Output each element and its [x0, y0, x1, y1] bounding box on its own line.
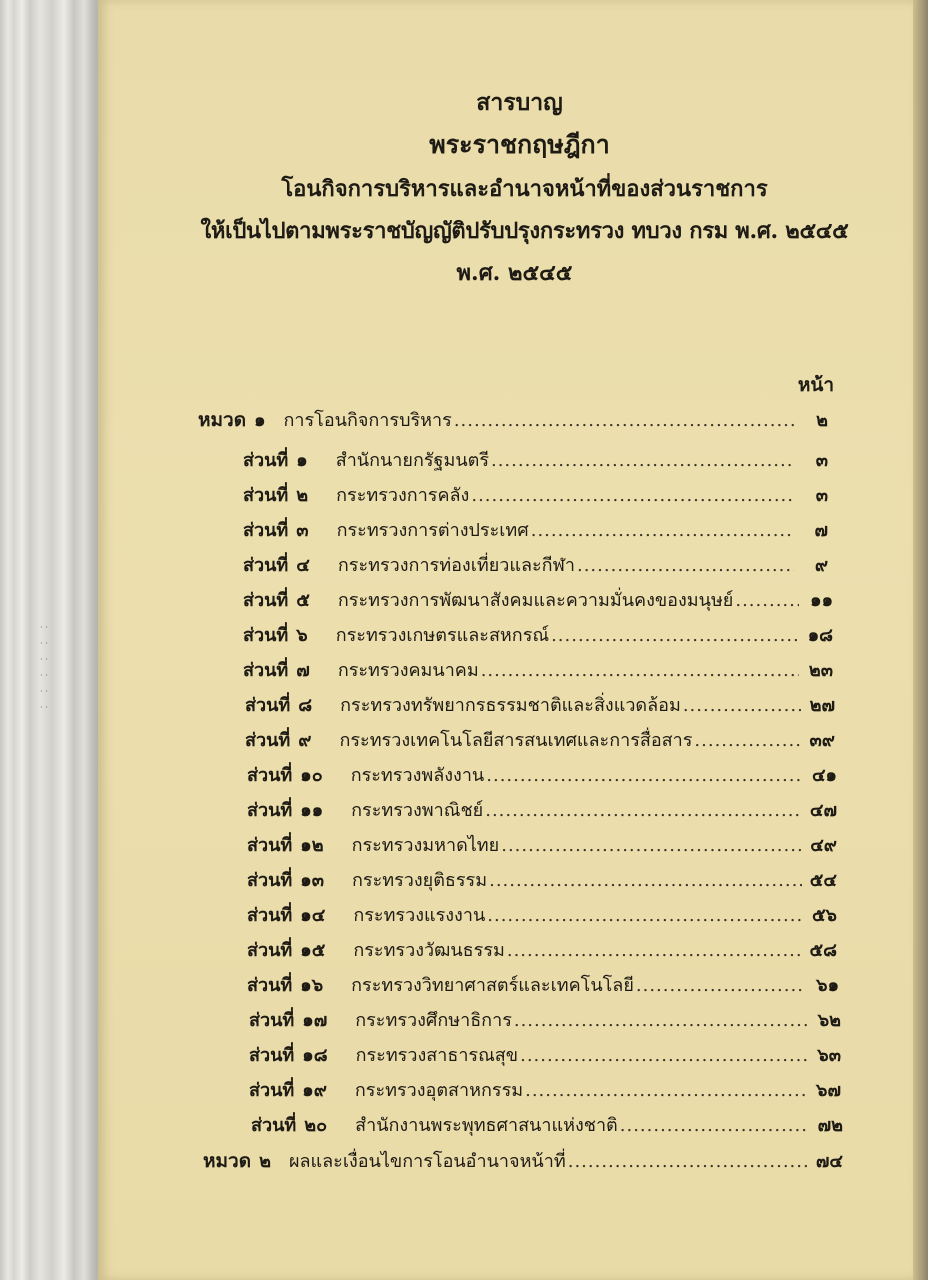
toc-section-row	[249, 1040, 841, 1070]
page-number: ๓	[815, 485, 828, 506]
leader-dots	[735, 590, 799, 611]
page-number: ๒๗	[809, 695, 835, 716]
section-label: ส่วนที่	[243, 555, 289, 576]
section-title: กระทรวงพลังงาน	[350, 765, 485, 786]
section-label: ส่วนที่	[243, 660, 289, 681]
section-number: ๓	[296, 520, 309, 541]
toc-section-row	[243, 550, 828, 580]
section-label: ส่วนที่	[251, 1115, 297, 1136]
page-number: ๖๗	[816, 1080, 841, 1101]
leader-dots	[501, 835, 802, 856]
section-title: สำนักงานพระพุทธศาสนาแห่งชาติ	[355, 1115, 618, 1136]
section-label: ส่วนที่	[243, 625, 289, 646]
page-number: ๗๔	[815, 1151, 843, 1172]
leader-dots	[531, 520, 794, 541]
leader-dots	[577, 555, 794, 576]
section-number: ๑๔	[300, 905, 326, 926]
leader-dots	[471, 485, 794, 506]
toc-section-row	[243, 585, 833, 615]
page-number: ๗	[814, 520, 828, 541]
toc-section-row	[249, 1075, 841, 1105]
section-number: ๑๒	[300, 835, 324, 856]
page-number: ๓๙	[809, 730, 835, 751]
toc-section-row	[243, 445, 828, 475]
toc-section-row	[243, 515, 828, 545]
page-number: ๖๑	[816, 975, 839, 996]
leader-dots	[514, 1010, 807, 1031]
page-number: ๙	[814, 555, 828, 576]
page-number: ๒๓	[808, 660, 833, 681]
page-number: ๕๖	[811, 905, 837, 926]
toc-section-row	[249, 1005, 841, 1035]
section-title: กระทรวงการท่องเที่ยวและกีฬา	[337, 555, 575, 576]
section-number: ๔	[296, 555, 310, 576]
toc-section-row	[245, 725, 835, 755]
leader-dots	[485, 800, 802, 821]
section-number: ๑๖	[300, 975, 324, 996]
leader-dots	[454, 410, 794, 431]
leader-dots	[568, 1151, 808, 1172]
section-label: ส่วนที่	[249, 1010, 295, 1031]
section-title: กระทรวงพาณิชย์	[351, 800, 484, 821]
section-title: สำนักนายกรัฐมนตรี	[335, 450, 489, 471]
section-title: กระทรวงแรงงาน	[353, 905, 486, 926]
page-number: ๔๑	[811, 765, 837, 786]
section-number: ๒	[296, 485, 309, 506]
page-heading: สารบาญ	[476, 89, 563, 116]
section-label: ส่วนที่	[247, 800, 293, 821]
section-number: ๒๐	[304, 1115, 328, 1136]
section-number: ๑๗	[302, 1010, 328, 1031]
section-title: กระทรวงวิทยาศาสตร์และเทคโนโลยี	[351, 975, 634, 996]
section-label: ส่วนที่	[245, 730, 291, 751]
section-title: กระทรวงการคลัง	[336, 485, 470, 506]
chapter-label: หมวด	[198, 409, 247, 431]
edge-marks: · · · · · · · · · · · ·	[40, 623, 48, 712]
section-number: ๑๘	[302, 1045, 328, 1066]
leader-dots	[507, 940, 802, 961]
page-number: ๔๙	[810, 835, 837, 856]
page-number: ๑๑	[810, 590, 833, 611]
section-title: กระทรวงอุตสาหกรรม	[354, 1080, 524, 1101]
toc-section-row	[243, 655, 833, 685]
section-label: ส่วนที่	[245, 695, 291, 716]
section-title: กระทรวงคมนาคม	[337, 660, 479, 681]
toc-section-row	[247, 795, 837, 825]
section-number: ๘	[298, 695, 313, 716]
toc-chapter-1	[198, 405, 828, 435]
chapter-label: หมวด	[203, 1150, 252, 1172]
section-label: ส่วนที่	[247, 870, 293, 891]
leader-dots	[520, 1045, 807, 1066]
toc-section-row	[247, 865, 837, 895]
section-label: ส่วนที่	[249, 1045, 295, 1066]
page-column-label: หน้า	[797, 374, 834, 396]
section-title: กระทรวงสาธารณสุข	[355, 1045, 519, 1066]
page-number: ๒	[816, 410, 828, 431]
section-title: กระทรวงเทคโนโลยีสารสนเทศและการสื่อสาร	[339, 730, 693, 751]
section-number: ๑๐	[300, 765, 323, 786]
page-number: ๕๘	[809, 940, 837, 961]
subject-line-1: โอนกิจการบริหารและอำนาจหน้าที่ของส่วนราชการ	[281, 176, 768, 202]
section-label: ส่วนที่	[243, 590, 289, 611]
page-number: ๖๓	[817, 1045, 841, 1066]
page-number: ๑๘	[807, 625, 833, 646]
section-label: ส่วนที่	[247, 975, 293, 996]
section-title: กระทรวงวัฒนธรรม	[353, 940, 505, 961]
section-number: ๖	[296, 625, 308, 646]
section-label: ส่วนที่	[247, 940, 293, 961]
section-title: กระทรวงยุติธรรม	[352, 870, 488, 891]
toc-section-row	[243, 480, 828, 510]
decree-type: พระราชกฤษฎีกา	[429, 130, 610, 159]
toc-section-row	[247, 970, 839, 1000]
section-number: ๑	[296, 450, 308, 471]
page-number: ๓	[815, 450, 828, 471]
leader-dots	[636, 975, 805, 996]
chapter-title: การโอนกิจการบริหาร	[283, 410, 452, 431]
section-title: กระทรวงมหาดไทย	[351, 835, 500, 856]
section-title: กระทรวงทรัพยากรธรรมชาติและสิ่งแวดล้อม	[340, 695, 681, 716]
leader-dots	[683, 695, 801, 716]
chapter-title: ผลและเงื่อนไขการโอนอำนาจหน้าที่	[288, 1151, 566, 1172]
page-number: ๗๒	[817, 1115, 843, 1136]
leader-dots	[551, 625, 799, 646]
section-number: ๑๙	[302, 1080, 327, 1101]
section-number: ๙	[298, 730, 312, 751]
page-number: ๕๔	[809, 870, 837, 891]
leader-dots	[487, 905, 803, 926]
toc-section-row	[247, 935, 837, 965]
subject-line-2: ให้เป็นไปตามพระราชบัญญัติปรับปรุงกระทรวง ทบวง กรม พ.ศ. ๒๕๔๕	[200, 218, 849, 244]
section-number: ๑๓	[300, 870, 324, 891]
section-label: ส่วนที่	[243, 485, 289, 506]
section-number: ๑๑	[300, 800, 324, 821]
leader-dots	[486, 765, 803, 786]
section-number: ๑๕	[300, 940, 326, 961]
section-label: ส่วนที่	[247, 835, 293, 856]
section-title: กระทรวงการพัฒนาสังคมและความมั่นคงของมนุษย์	[337, 590, 734, 611]
toc-section-row	[245, 690, 835, 720]
section-number: ๕	[296, 590, 310, 611]
section-label: ส่วนที่	[247, 765, 293, 786]
page-number: ๔๗	[809, 800, 837, 821]
section-title: กระทรวงการต่างประเทศ	[336, 520, 529, 541]
section-label: ส่วนที่	[243, 520, 289, 541]
toc-chapter-2	[203, 1146, 843, 1176]
leader-dots	[694, 730, 801, 751]
chapter-number: ๑	[254, 410, 266, 431]
page-number: ๖๒	[817, 1010, 841, 1031]
toc-section-row	[247, 760, 837, 790]
section-label: ส่วนที่	[247, 905, 293, 926]
leader-dots	[489, 870, 802, 891]
leader-dots	[620, 1115, 809, 1136]
section-number: ๗	[296, 660, 310, 681]
section-label: ส่วนที่	[243, 450, 289, 471]
toc-section-row	[243, 620, 833, 650]
toc-section-row	[251, 1110, 843, 1140]
section-label: ส่วนที่	[249, 1080, 295, 1101]
leader-dots	[481, 660, 799, 681]
toc-section-row	[247, 830, 837, 860]
leader-dots	[491, 450, 794, 471]
leader-dots	[525, 1080, 807, 1101]
chapter-number: ๒	[259, 1151, 271, 1172]
toc-section-row	[247, 900, 837, 930]
section-title: กระทรวงศึกษาธิการ	[355, 1010, 512, 1031]
year-line: พ.ศ. ๒๕๔๕	[456, 260, 573, 286]
section-title: กระทรวงเกษตรและสหกรณ์	[335, 625, 550, 646]
